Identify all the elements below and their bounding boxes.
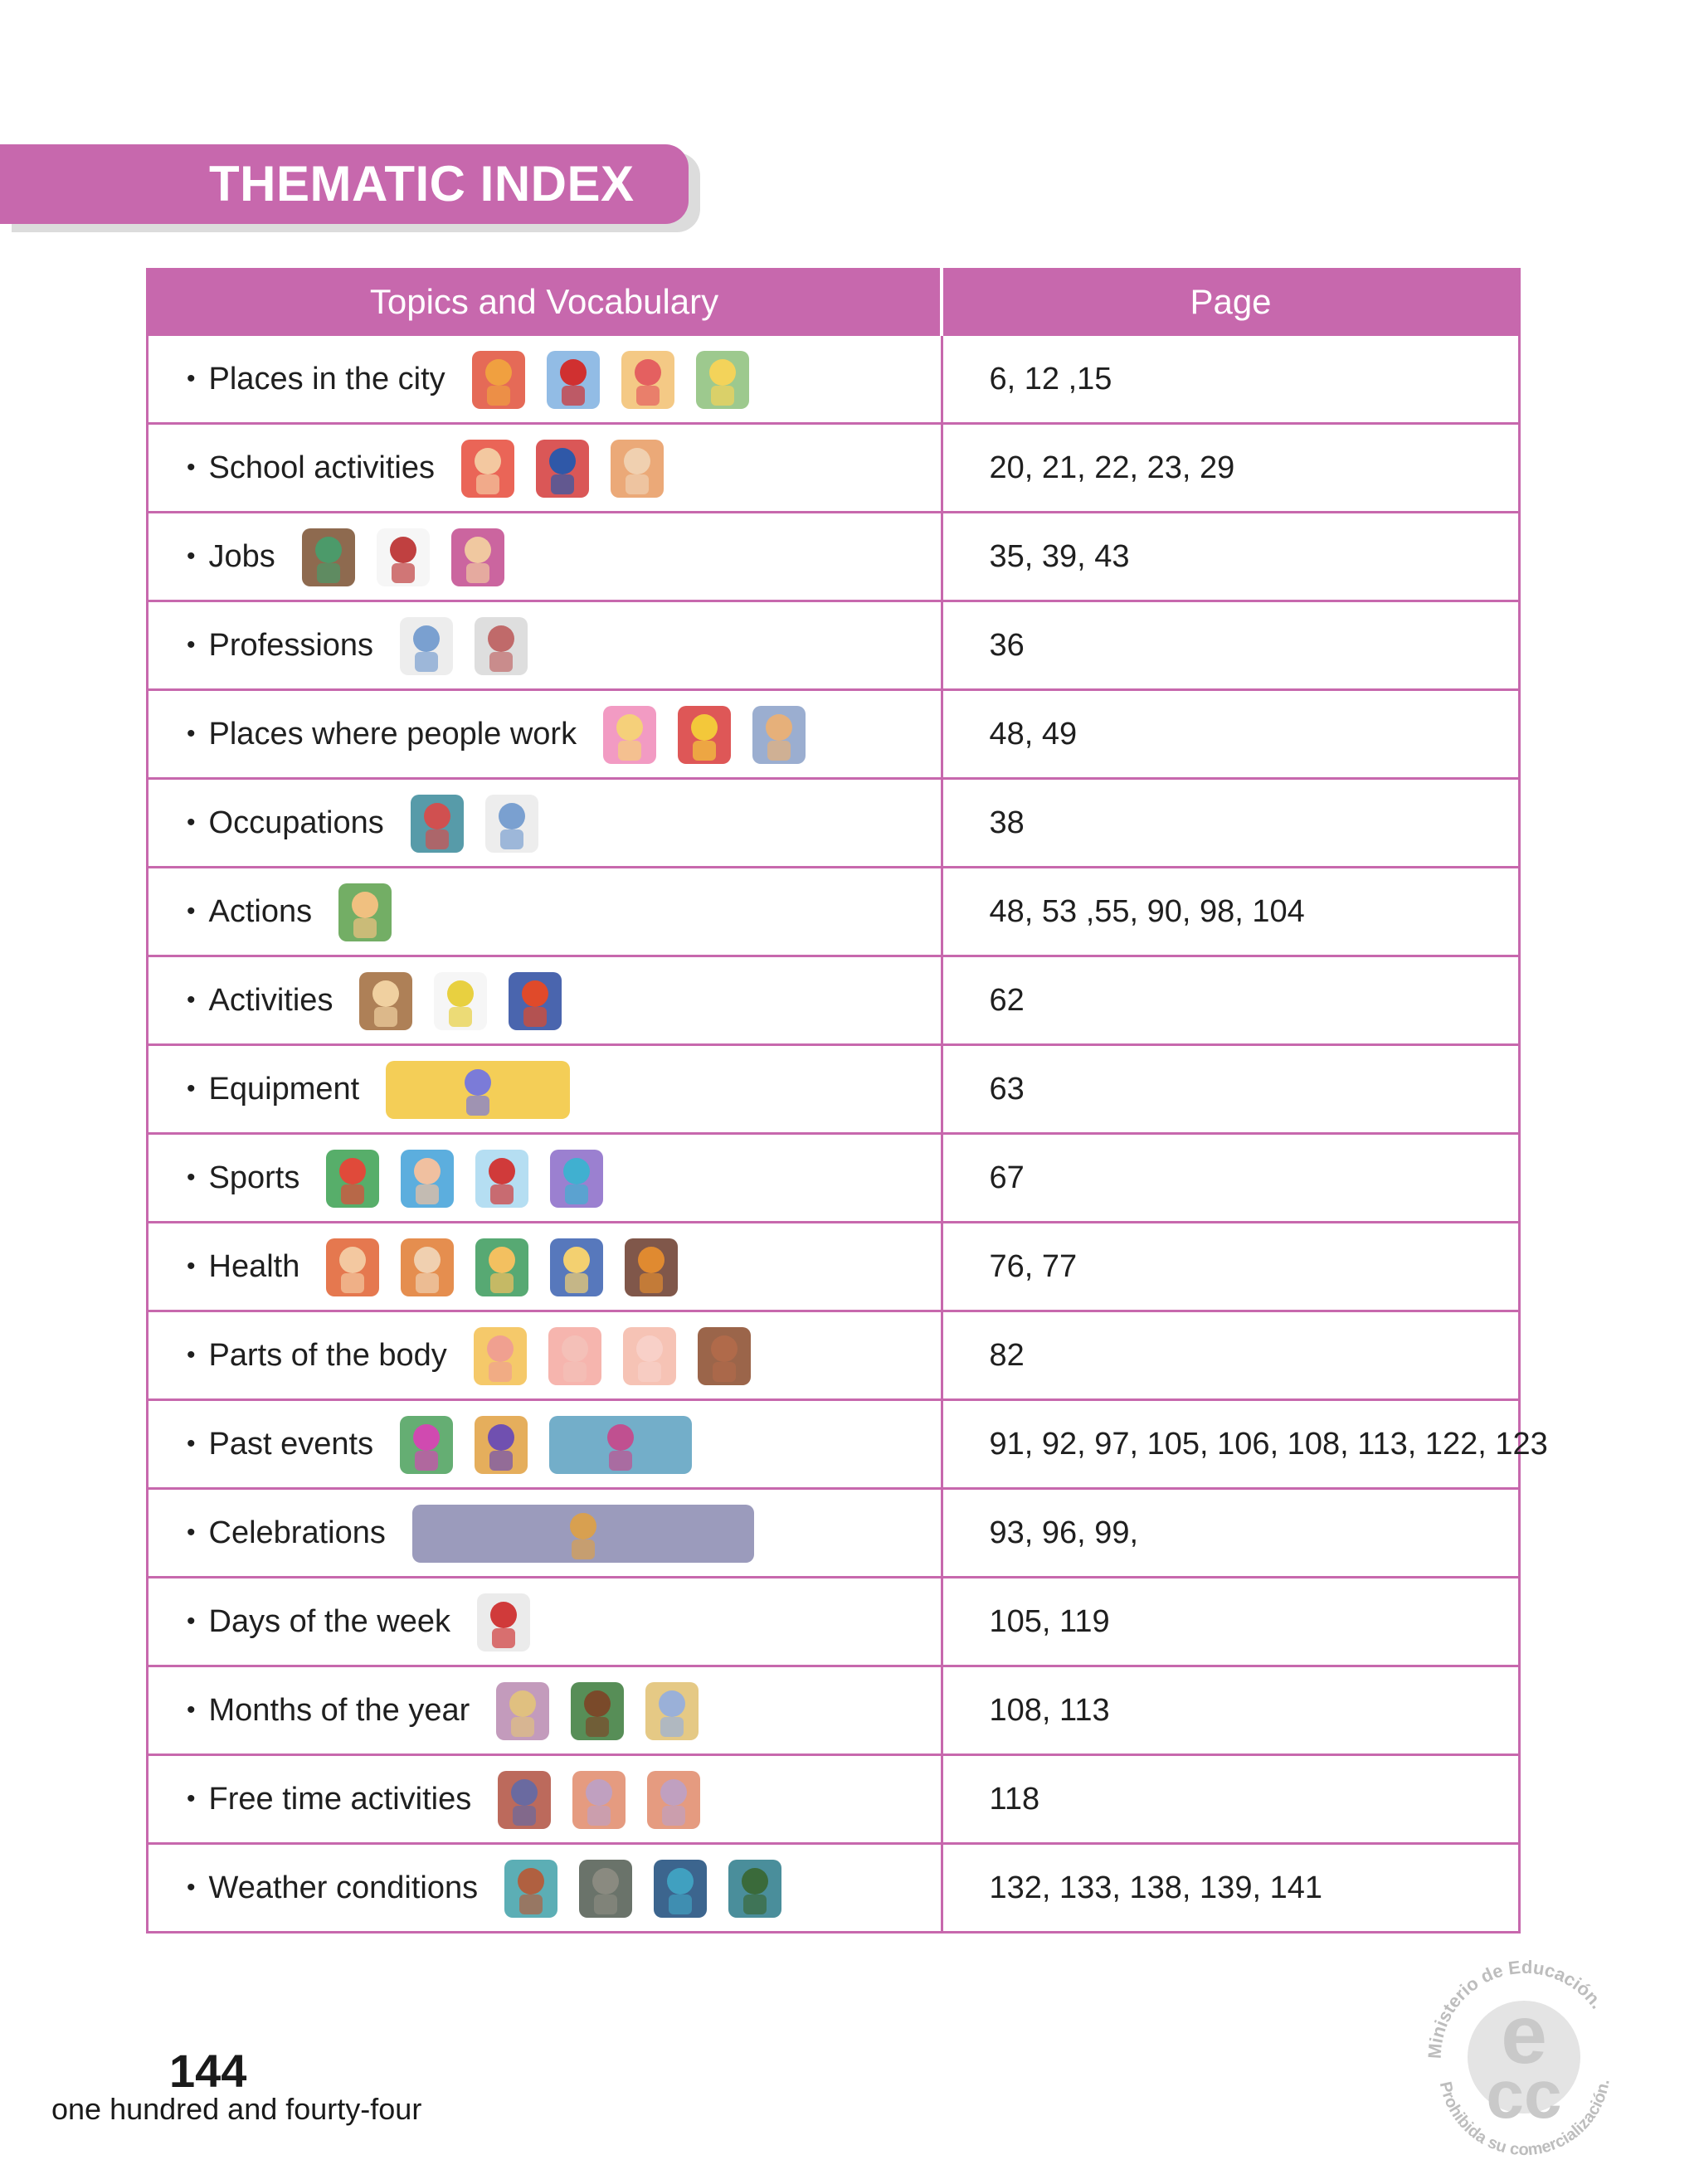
page-references: 20, 21, 22, 23, 29: [942, 424, 1520, 513]
page-references: 36: [942, 601, 1520, 690]
scientist-icon: [471, 610, 531, 680]
sneezing-icon: [323, 1232, 382, 1301]
foot-icon: [620, 1321, 679, 1390]
topic-cell: [148, 956, 942, 1045]
table-row: [148, 956, 1520, 1045]
bullet: •: [187, 1874, 196, 1901]
market-icon: [693, 344, 752, 414]
topic-label: Jobs: [208, 538, 275, 574]
bullet: •: [187, 986, 196, 1014]
topic-cell: [148, 513, 942, 601]
basketball-icon: [505, 966, 565, 1035]
topic-cell: [148, 1223, 942, 1311]
topic-illustrations: [409, 1498, 757, 1568]
hurricane-icon: [725, 1853, 785, 1923]
topic-cell: [148, 868, 942, 956]
bookshelf-icon: [494, 1764, 554, 1834]
topic-label: Days of the week: [208, 1603, 450, 1639]
page-references: 91, 92, 97, 105, 106, 108, 113, 122, 123: [942, 1400, 1520, 1489]
bullet: •: [187, 1430, 196, 1457]
storm-icon: [576, 1853, 635, 1923]
bullet: •: [187, 454, 196, 481]
karate-icon: [431, 966, 490, 1035]
page-references: 76, 77: [942, 1223, 1520, 1311]
building-icon: [469, 344, 528, 414]
chef-icon: [373, 522, 433, 591]
svg-text:Prohibida su comercialización.: Prohibida su comercialización.: [1435, 2078, 1614, 2160]
topic-illustrations: [323, 1232, 681, 1301]
table-row: [148, 1045, 1520, 1134]
headache-icon: [472, 1232, 532, 1301]
page-references: 6, 12 ,15: [942, 335, 1520, 424]
topic-label: Activities: [208, 982, 333, 1018]
sore-throat-icon: [397, 1232, 457, 1301]
topic-label: Places in the city: [208, 361, 445, 396]
worker-icon: [299, 522, 358, 591]
family-icon: [493, 1676, 553, 1745]
bullet: •: [187, 1519, 196, 1546]
bullet: •: [187, 1164, 196, 1191]
bullet: •: [187, 1608, 196, 1635]
page-references: 118: [942, 1755, 1520, 1844]
topic-illustrations: [469, 344, 752, 414]
svg-text:e: e: [1501, 1988, 1547, 2081]
topic-label: Equipment: [208, 1071, 360, 1107]
party-icon: [397, 1409, 456, 1479]
sports-equipment-icon: [382, 1054, 573, 1124]
festival-photo-icon: [409, 1498, 757, 1568]
page-references: 67: [942, 1134, 1520, 1223]
ping-pong-icon: [323, 1143, 382, 1213]
topic-cell: [148, 1045, 942, 1134]
topic-cell: [148, 1489, 942, 1578]
photo-icon: [642, 1676, 702, 1745]
topic-illustrations: [323, 1143, 606, 1213]
bullet: •: [187, 1341, 196, 1369]
bullet: •: [187, 1785, 196, 1812]
topic-illustrations: [299, 522, 508, 591]
teacher-icon: [407, 788, 467, 858]
topic-cell: [148, 1578, 942, 1666]
page-number-words: one hundred and fourty-four: [51, 2092, 422, 2126]
svg-text:Ministerio de Educación.: Ministerio de Educación.: [1424, 1956, 1609, 2060]
topic-illustrations: [600, 699, 809, 769]
bullet: •: [187, 809, 196, 836]
doctor-icon: [397, 610, 456, 680]
bullet: •: [187, 542, 196, 570]
page-references: 48, 53 ,55, 90, 98, 104: [942, 868, 1520, 956]
topic-cell: [148, 424, 942, 513]
topic-label: Occupations: [208, 805, 384, 840]
topic-label: School activities: [208, 450, 435, 485]
topic-illustrations: [501, 1853, 785, 1923]
topic-illustrations: [382, 1054, 573, 1124]
topic-illustrations: [493, 1676, 702, 1745]
page-references: 108, 113: [942, 1666, 1520, 1755]
page-references: 35, 39, 43: [942, 513, 1520, 601]
topic-label: Past events: [208, 1426, 374, 1462]
hospital-icon: [543, 344, 603, 414]
page-references: 82: [942, 1311, 1520, 1400]
bullet: •: [187, 1075, 196, 1102]
celebration-icon: [471, 1409, 531, 1479]
topic-cell: [148, 1666, 942, 1755]
page-references: 132, 133, 138, 139, 141: [942, 1844, 1520, 1933]
table-row: [148, 1666, 1520, 1755]
page-references: 93, 96, 99,: [942, 1489, 1520, 1578]
topic-illustrations: [356, 966, 565, 1035]
sweeping-icon: [335, 877, 395, 946]
page-references: 48, 49: [942, 690, 1520, 779]
table-row: [148, 1400, 1520, 1489]
ministry-seal-logo: [1410, 1945, 1634, 2169]
hockey-icon: [472, 1143, 532, 1213]
table-row: [148, 1134, 1520, 1223]
table-row: [148, 1223, 1520, 1311]
table-row: [148, 1844, 1520, 1933]
topic-label: Free time activities: [208, 1781, 472, 1817]
topic-cell: [148, 1400, 942, 1489]
topic-label: Health: [208, 1248, 300, 1284]
table-row: [148, 1755, 1520, 1844]
diving-icon: [397, 1143, 457, 1213]
topic-cell: [148, 335, 942, 424]
topic-label: Parts of the body: [208, 1337, 447, 1373]
table-row: [148, 601, 1520, 690]
topic-illustrations: [494, 1764, 703, 1834]
market-stall-icon: [600, 699, 660, 769]
chalkboard-icon: [567, 1676, 627, 1745]
children-icon: [533, 433, 592, 503]
arm-icon: [694, 1321, 754, 1390]
topic-cell: [148, 1755, 942, 1844]
store-icon: [618, 344, 678, 414]
table-header-row: [148, 270, 1520, 335]
topic-illustrations: [397, 610, 531, 680]
table-row: [148, 335, 1520, 424]
topic-illustrations: [474, 1587, 533, 1656]
parade-icon: [546, 1409, 695, 1479]
bullet: •: [187, 1696, 196, 1724]
face-icon: [470, 1321, 530, 1390]
column-header-topics: Topics and Vocabulary: [148, 270, 942, 335]
table-row: [148, 690, 1520, 779]
page-number: 144: [169, 2045, 247, 2097]
bullet: •: [187, 1253, 196, 1280]
topic-illustrations: [458, 433, 667, 503]
bullet: •: [187, 720, 196, 747]
calendar-icon: [474, 1587, 533, 1656]
leisure-icon: [644, 1764, 703, 1834]
thematic-index-table: [146, 268, 1548, 1933]
page-references: 62: [942, 956, 1520, 1045]
page-references: 38: [942, 779, 1520, 868]
topic-label: Months of the year: [208, 1692, 470, 1728]
waiter-icon: [448, 522, 508, 591]
flood-icon: [501, 1853, 561, 1923]
restaurant-icon: [749, 699, 809, 769]
topic-cell: [148, 1311, 942, 1400]
table-row: [148, 1311, 1520, 1400]
topic-illustrations: [335, 877, 395, 946]
earache-icon: [547, 1232, 606, 1301]
students-icon: [458, 433, 518, 503]
lightning-icon: [650, 1853, 710, 1923]
table-row: [148, 424, 1520, 513]
leisure-icon: [569, 1764, 629, 1834]
topic-label: Sports: [208, 1160, 300, 1195]
exercise-icon: [356, 966, 416, 1035]
table-row: [148, 513, 1520, 601]
page-references: 63: [942, 1045, 1520, 1134]
reading-icon: [607, 433, 667, 503]
topic-cell: [148, 601, 942, 690]
topic-cell: [148, 1844, 942, 1933]
table-row: [148, 1578, 1520, 1666]
column-header-page: Page: [942, 270, 1520, 335]
doctor-icon: [482, 788, 542, 858]
bullet: •: [187, 897, 196, 925]
topic-cell: [148, 1134, 942, 1223]
table-row: [148, 1489, 1520, 1578]
table-row: [148, 779, 1520, 868]
skating-icon: [547, 1143, 606, 1213]
page-references: 105, 119: [942, 1578, 1520, 1666]
topic-label: Weather conditions: [208, 1870, 479, 1905]
snack-icon: [674, 699, 734, 769]
topic-illustrations: [397, 1409, 695, 1479]
topic-cell: [148, 690, 942, 779]
topic-label: Actions: [208, 893, 313, 929]
topic-label: Places where people work: [208, 716, 577, 752]
topic-label: Professions: [208, 627, 374, 663]
bullet: •: [187, 631, 196, 659]
topic-illustrations: [407, 788, 542, 858]
page-title: THEMATIC INDEX: [209, 156, 635, 212]
topic-cell: [148, 779, 942, 868]
topic-label: Celebrations: [208, 1515, 386, 1550]
title-banner: [0, 144, 689, 224]
bullet: •: [187, 365, 196, 392]
table-row: [148, 868, 1520, 956]
svg-text:cc: cc: [1486, 2057, 1562, 2133]
toothache-icon: [621, 1232, 681, 1301]
hand-icon: [545, 1321, 605, 1390]
topic-illustrations: [470, 1321, 754, 1390]
